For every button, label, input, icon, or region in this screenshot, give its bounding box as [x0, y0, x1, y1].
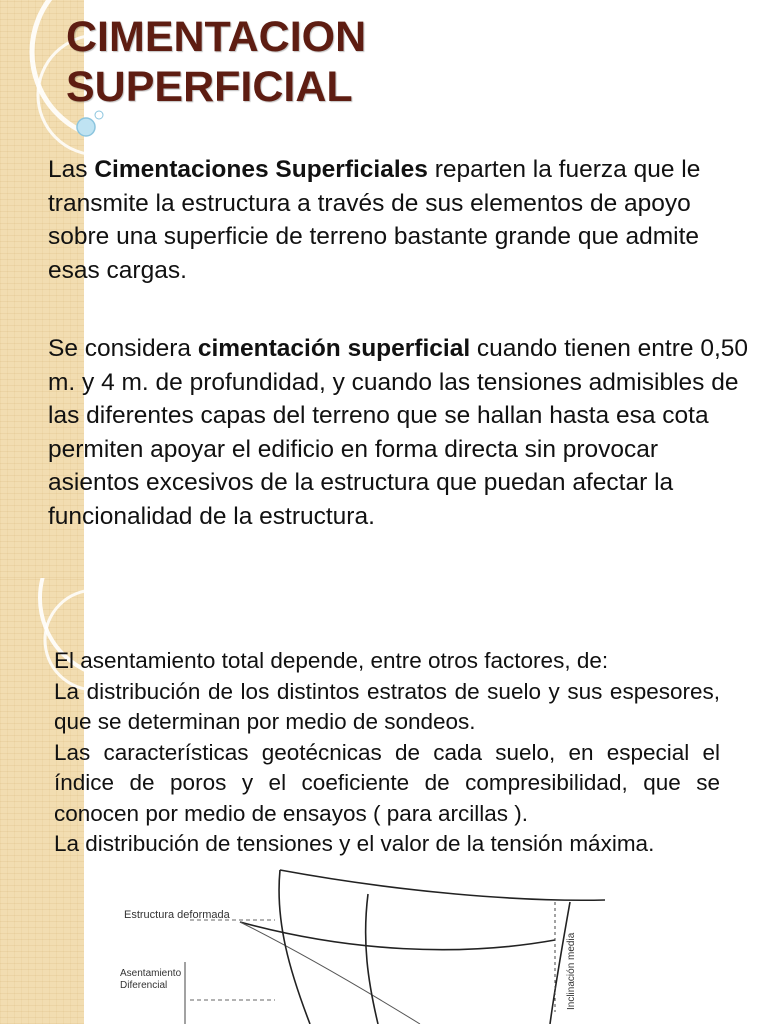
label-inclination: Inclinación media: [566, 932, 577, 1010]
paragraph-definition-bold: Cimentaciones Superficiales: [94, 156, 428, 183]
slide-title: [66, 12, 366, 112]
paragraph-depth-pre: Se considera: [48, 335, 198, 362]
deformed-beam-middle: [240, 922, 555, 950]
deformed-column-left: [279, 870, 310, 1024]
settlement-factor-item: La distribución de tensiones y el valor de la tensión máxima.: [54, 831, 655, 856]
paragraph-definition-pre: Las: [48, 156, 95, 183]
paragraph-depth: [48, 332, 748, 533]
paragraph-definition: [48, 153, 748, 287]
blue-bubble-icon: [77, 118, 95, 136]
label-settlement-1: Asentamiento: [120, 968, 182, 979]
settlement-intro: El asentamiento total depende, entre otros factores, de:: [54, 648, 609, 673]
paragraph-definition-post: reparten la fuerza que le transmite la estructura a través de sus elementos de apoyo sobre una superficie de terreno bastante grande que admite esas cargas.: [48, 156, 701, 284]
label-deformed-structure: Estructura deformada: [124, 909, 230, 921]
paragraph-depth-bold: cimentación superficial: [197, 335, 471, 362]
settlement-curve: [240, 922, 420, 1024]
deformed-beam-top: [280, 870, 605, 900]
deformed-structure-diagram: [100, 862, 620, 1024]
settlement-factors: [54, 646, 720, 860]
deformed-column-middle: [366, 894, 378, 1024]
title-line-2: SUPERFICIAL: [66, 63, 353, 111]
paragraph-depth-post: cuando tienen entre 0,50 m. y 4 m. de profundidad, y cuando las tensiones admisibles de las diferentes capas del terreno que se hallan hasta esa cota permiten apoyar el edificio en forma directa sin provocar asientos excesivos de la estructura que puedan afectar la funcionalidad de la estructura.: [48, 335, 749, 530]
label-settlement-2: Diferencial: [120, 980, 168, 991]
title-line-1: CIMENTACION: [66, 13, 367, 61]
settlement-factor-item: Las características geotécnicas de cada suelo, en especial el índice de poros y el coeficiente de compresibilidad, que se conocen por medio de ensayos ( para arcillas ).: [54, 739, 720, 826]
settlement-factor-item: La distribución de los distintos estratos de suelo y sus espesores, que se determinan por medio de sondeos.: [54, 678, 720, 734]
